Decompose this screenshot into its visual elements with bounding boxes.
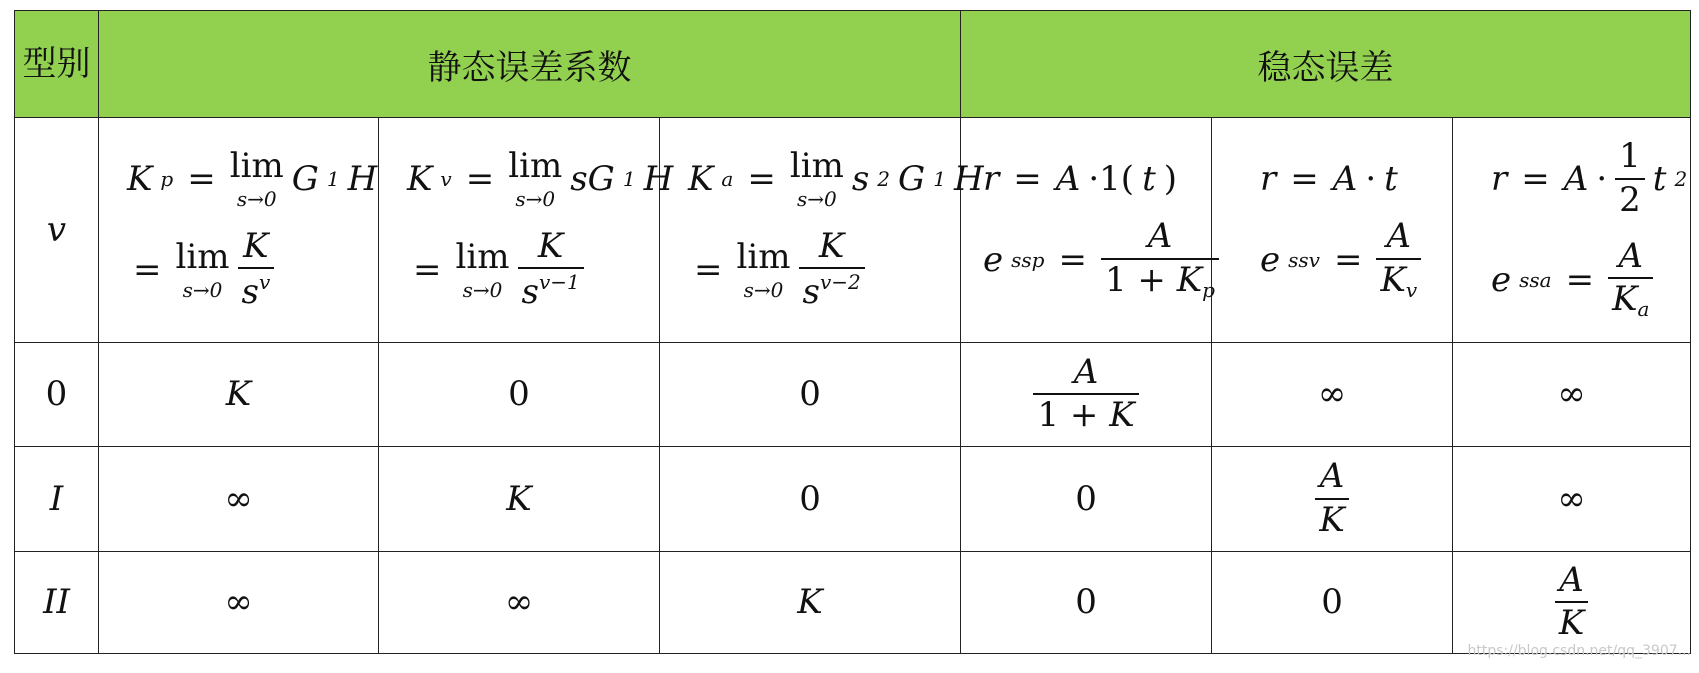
kv-value: K — [379, 447, 660, 551]
kv-value: ∞ — [379, 551, 660, 653]
static-error-coefficient-header: 静态误差系数 — [99, 11, 961, 118]
kp-value: ∞ — [99, 447, 379, 551]
type-label: 0 — [15, 342, 99, 446]
essv-value: 0 — [1212, 551, 1453, 653]
type-v-cell: v — [15, 118, 99, 343]
essp-value: 0 — [961, 447, 1212, 551]
essp-formula-cell: r = A ·1( t ) e ssp = $\frac{A}{1 + K_p}$ — [961, 118, 1212, 343]
ka-value: 0 — [660, 447, 961, 551]
essa-value: ∞ — [1453, 342, 1691, 446]
type-I-row — [15, 447, 1691, 551]
kp-value: K — [99, 342, 379, 446]
essp-value: $\frac{A}{1 + K}$ — [961, 342, 1212, 446]
ka-formula-cell: K a = lim s→0 s 2 G 1 H = lim s→0 $\frac{K}{s^{v-2}}$ — [660, 118, 961, 343]
essp-value: 0 — [961, 551, 1212, 653]
steady-state-error-header: 稳态误差 — [961, 11, 1691, 118]
type-label: I — [15, 447, 99, 551]
essa-value: $\frac{A}{K}$ — [1453, 551, 1691, 653]
watermark: https://blog.csdn.net/qq_3907... — [1467, 643, 1691, 659]
type-header: 型别 — [15, 11, 99, 118]
essa-formula-cell: r = A · $\frac{1}{2}$ t 2 e ssa = $\frac{A}{K_a}$ — [1453, 118, 1691, 343]
kv-formula-cell: K v = lim s→0 sG 1 H = lim s→0 $\frac{K}{s^{v-1}}$ — [379, 118, 660, 343]
essv-value: $\frac{A}{K}$ — [1212, 447, 1453, 551]
kv-value: 0 — [379, 342, 660, 446]
essv-value: ∞ — [1212, 342, 1453, 446]
type-0-row — [15, 342, 1691, 446]
type-II-row — [15, 551, 1691, 653]
type-label: II — [15, 551, 99, 653]
kp-formula-cell: K p = lim s→0 G 1 H = lim s→0 $\frac{K}{s^v}$ — [99, 118, 379, 343]
ka-value: 0 — [660, 342, 961, 446]
ka-value: K — [660, 551, 961, 653]
error-coefficient-table — [14, 10, 1691, 654]
essa-value: ∞ — [1453, 447, 1691, 551]
kp-value: ∞ — [99, 551, 379, 653]
formula-row — [15, 118, 1691, 343]
essv-formula-cell: r = A · t e ssv = $\frac{A}{K_v}$ — [1212, 118, 1453, 343]
